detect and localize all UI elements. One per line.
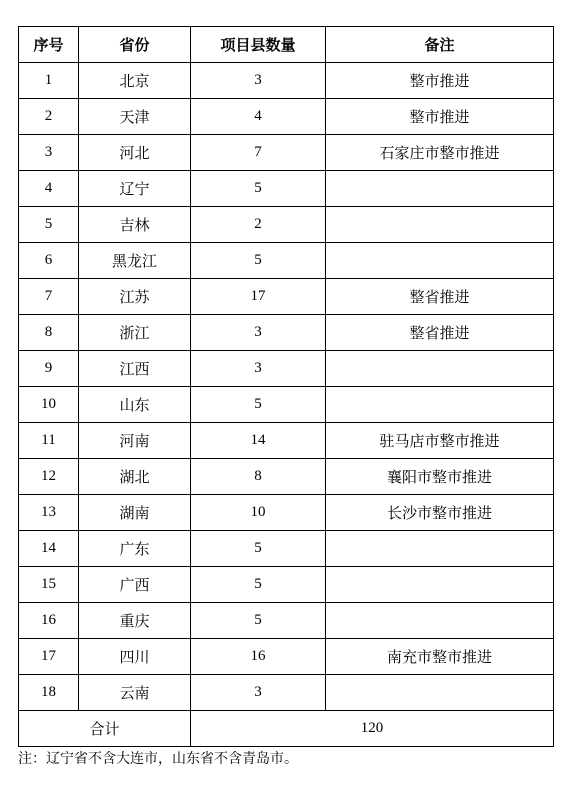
row-province: 河南 bbox=[79, 423, 191, 459]
row-county-count: 5 bbox=[191, 603, 326, 639]
total-label: 合计 bbox=[19, 711, 191, 747]
header-index: 序号 bbox=[19, 27, 79, 63]
project-county-table bbox=[18, 26, 554, 747]
table-row bbox=[19, 315, 554, 351]
total-value: 120 bbox=[191, 711, 554, 747]
row-remarks bbox=[326, 675, 554, 711]
row-remarks: 石家庄市整市推进 bbox=[326, 135, 554, 171]
row-index: 13 bbox=[19, 495, 79, 531]
row-remarks: 南充市整市推进 bbox=[326, 639, 554, 675]
row-remarks bbox=[326, 567, 554, 603]
row-remarks: 整市推进 bbox=[326, 99, 554, 135]
row-index: 1 bbox=[19, 63, 79, 99]
row-province: 广西 bbox=[79, 567, 191, 603]
table-row bbox=[19, 279, 554, 315]
row-index: 14 bbox=[19, 531, 79, 567]
row-remarks bbox=[326, 531, 554, 567]
table-row bbox=[19, 243, 554, 279]
row-index: 16 bbox=[19, 603, 79, 639]
row-remarks bbox=[326, 387, 554, 423]
row-county-count: 17 bbox=[191, 279, 326, 315]
row-remarks bbox=[326, 207, 554, 243]
row-remarks: 整市推进 bbox=[326, 63, 554, 99]
table-row bbox=[19, 207, 554, 243]
header-remarks: 备注 bbox=[326, 27, 554, 63]
row-county-count: 5 bbox=[191, 387, 326, 423]
row-remarks bbox=[326, 603, 554, 639]
row-province: 辽宁 bbox=[79, 171, 191, 207]
row-county-count: 10 bbox=[191, 495, 326, 531]
row-index: 12 bbox=[19, 459, 79, 495]
row-county-count: 3 bbox=[191, 315, 326, 351]
row-index: 18 bbox=[19, 675, 79, 711]
table-row bbox=[19, 567, 554, 603]
table-row bbox=[19, 531, 554, 567]
row-county-count: 5 bbox=[191, 243, 326, 279]
row-remarks bbox=[326, 243, 554, 279]
row-index: 7 bbox=[19, 279, 79, 315]
row-county-count: 5 bbox=[191, 567, 326, 603]
table-row bbox=[19, 63, 554, 99]
row-province: 广东 bbox=[79, 531, 191, 567]
table-row bbox=[19, 675, 554, 711]
row-remarks bbox=[326, 171, 554, 207]
row-county-count: 2 bbox=[191, 207, 326, 243]
row-province: 云南 bbox=[79, 675, 191, 711]
row-index: 11 bbox=[19, 423, 79, 459]
row-index: 4 bbox=[19, 171, 79, 207]
row-index: 6 bbox=[19, 243, 79, 279]
table-row bbox=[19, 423, 554, 459]
row-remarks: 驻马店市整市推进 bbox=[326, 423, 554, 459]
row-county-count: 5 bbox=[191, 531, 326, 567]
row-index: 10 bbox=[19, 387, 79, 423]
table-row bbox=[19, 135, 554, 171]
row-remarks bbox=[326, 351, 554, 387]
table-row bbox=[19, 351, 554, 387]
row-county-count: 8 bbox=[191, 459, 326, 495]
row-province: 吉林 bbox=[79, 207, 191, 243]
row-county-count: 5 bbox=[191, 171, 326, 207]
row-remarks: 襄阳市整市推进 bbox=[326, 459, 554, 495]
row-province: 河北 bbox=[79, 135, 191, 171]
row-province: 山东 bbox=[79, 387, 191, 423]
row-index: 3 bbox=[19, 135, 79, 171]
header-county-count: 项目县数量 bbox=[191, 27, 326, 63]
row-index: 2 bbox=[19, 99, 79, 135]
row-province: 北京 bbox=[79, 63, 191, 99]
row-county-count: 7 bbox=[191, 135, 326, 171]
row-province: 江苏 bbox=[79, 279, 191, 315]
row-province: 重庆 bbox=[79, 603, 191, 639]
table-row bbox=[19, 603, 554, 639]
row-county-count: 3 bbox=[191, 675, 326, 711]
table-row bbox=[19, 459, 554, 495]
table-row bbox=[19, 99, 554, 135]
row-province: 浙江 bbox=[79, 315, 191, 351]
row-county-count: 14 bbox=[191, 423, 326, 459]
row-province: 江西 bbox=[79, 351, 191, 387]
table-body bbox=[19, 63, 554, 711]
row-index: 17 bbox=[19, 639, 79, 675]
row-remarks: 整省推进 bbox=[326, 279, 554, 315]
table-row bbox=[19, 171, 554, 207]
row-index: 15 bbox=[19, 567, 79, 603]
total-row bbox=[19, 711, 554, 747]
table-row bbox=[19, 495, 554, 531]
row-county-count: 3 bbox=[191, 351, 326, 387]
row-county-count: 4 bbox=[191, 99, 326, 135]
row-remarks: 长沙市整市推进 bbox=[326, 495, 554, 531]
row-index: 8 bbox=[19, 315, 79, 351]
row-index: 5 bbox=[19, 207, 79, 243]
row-province: 湖南 bbox=[79, 495, 191, 531]
row-province: 黑龙江 bbox=[79, 243, 191, 279]
row-county-count: 16 bbox=[191, 639, 326, 675]
row-remarks: 整省推进 bbox=[326, 315, 554, 351]
row-index: 9 bbox=[19, 351, 79, 387]
row-province: 湖北 bbox=[79, 459, 191, 495]
table-row bbox=[19, 639, 554, 675]
footnote: 注：辽宁省不含大连市，山东省不含青岛市。 bbox=[18, 751, 298, 767]
row-province: 四川 bbox=[79, 639, 191, 675]
row-province: 天津 bbox=[79, 99, 191, 135]
header-province: 省份 bbox=[79, 27, 191, 63]
table-header-row bbox=[19, 27, 554, 63]
row-county-count: 3 bbox=[191, 63, 326, 99]
table-row bbox=[19, 387, 554, 423]
